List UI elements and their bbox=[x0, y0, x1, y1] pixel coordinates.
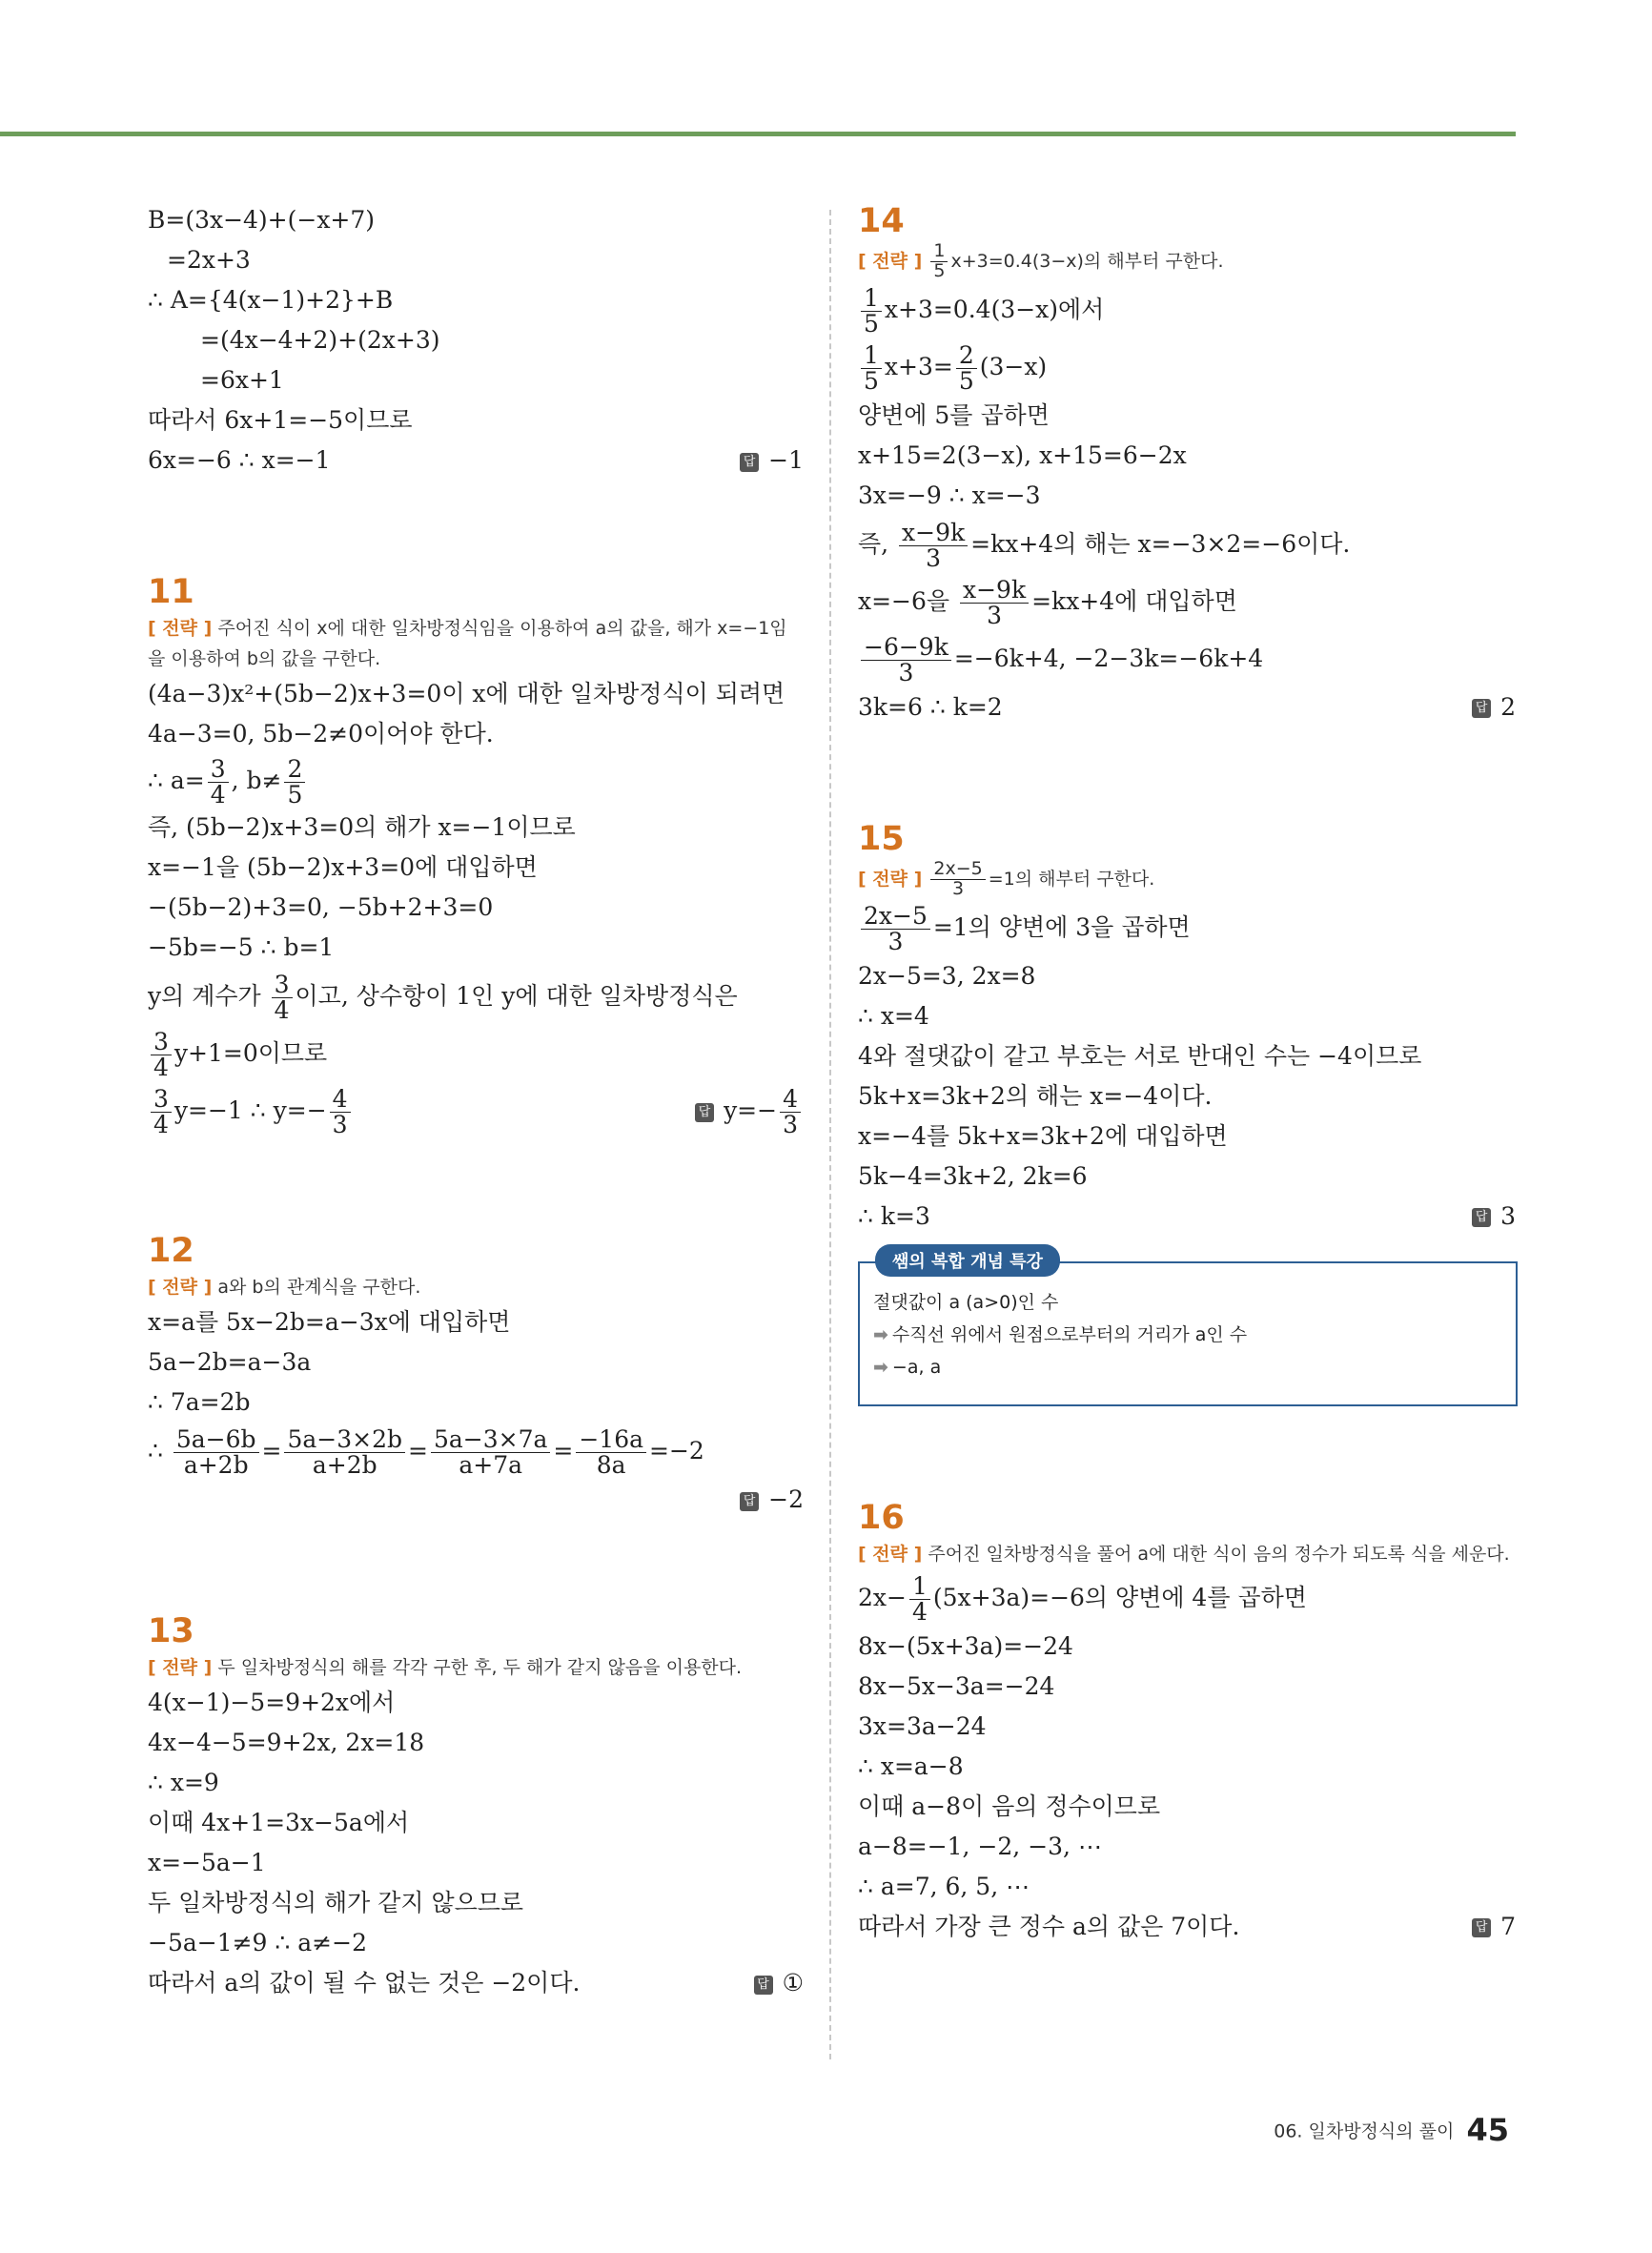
fraction bbox=[960, 575, 1029, 629]
solution-line: 4와 절댓값이 같고 부호는 서로 반대인 수는 −4이므로 bbox=[858, 1041, 1422, 1070]
solution-line: 5a−2b=a−3a bbox=[148, 1348, 312, 1377]
solution-line: 8x−5x−3a=−24 bbox=[858, 1671, 1055, 1700]
answer-icon: 답 bbox=[695, 1103, 714, 1122]
denominator: a+2b bbox=[183, 1451, 249, 1480]
answer bbox=[1472, 1197, 1516, 1237]
denominator: 3 bbox=[926, 543, 942, 572]
solution-line: ∴ a=7, 6, 5, ⋯ bbox=[858, 1872, 1030, 1900]
solution-line bbox=[148, 968, 804, 1025]
solution-line bbox=[858, 281, 1516, 338]
strategy-text: 주어진 식이 x에 대한 일차방정식임을 이용하여 a의 값을, 해가 x=−1임을 이용하여 b의 값을 구한다. bbox=[148, 618, 787, 669]
text: x=−6을 bbox=[858, 586, 957, 615]
numerator: 5a−3×2b bbox=[284, 1427, 405, 1453]
answer-icon: 답 bbox=[1472, 699, 1491, 718]
strategy-tag: [ 전략 ] bbox=[148, 1277, 213, 1299]
solution-line bbox=[858, 516, 1516, 573]
solution-line: 5k−4=3k+2, 2k=6 bbox=[858, 1161, 1088, 1190]
text: =kx+4의 해는 x=−3×2=−6이다. bbox=[970, 529, 1351, 558]
text: =−6k+4, −2−3k=−6k+4 bbox=[953, 644, 1264, 672]
fraction bbox=[930, 242, 948, 281]
numerator: 1 bbox=[861, 286, 882, 312]
denominator: 4 bbox=[911, 1597, 928, 1626]
answer-value: −1 bbox=[768, 446, 804, 474]
strategy-tag: [ 전략 ] bbox=[148, 1657, 213, 1679]
numerator: 5a−3×7a bbox=[431, 1427, 550, 1453]
numerator: x−9k bbox=[899, 521, 968, 546]
answer bbox=[740, 440, 804, 481]
denominator: 4 bbox=[153, 1111, 169, 1139]
numerator: 2 bbox=[284, 757, 305, 783]
solution-line bbox=[858, 899, 1516, 956]
solution-line: 이때 a−8이 음의 정수이므로 bbox=[858, 1792, 1161, 1820]
solution-line: ∴ x=9 bbox=[148, 1769, 219, 1797]
fraction bbox=[780, 1087, 801, 1138]
solution-line: 따라서 6x+1=−5이므로 bbox=[148, 406, 413, 434]
fraction bbox=[956, 340, 977, 395]
chapter-title: 06. 일차방정식의 풀이 bbox=[1274, 2120, 1455, 2142]
denominator: 4 bbox=[153, 1054, 169, 1082]
answer bbox=[1472, 1907, 1516, 1947]
denominator: 3 bbox=[887, 927, 904, 955]
denominator: 3 bbox=[332, 1111, 348, 1139]
strategy bbox=[148, 1652, 804, 1683]
text: x+3= bbox=[884, 352, 953, 380]
answer-line bbox=[148, 1082, 804, 1139]
solution-line: 4a−3=0, 5b−2≠0이어야 한다. bbox=[148, 720, 494, 748]
fraction bbox=[930, 857, 985, 899]
text: x+3=0.4(3−x)에서 bbox=[884, 295, 1105, 323]
denominator: 5 bbox=[864, 366, 879, 395]
strategy-text: 두 일차방정식의 해를 각각 구한 후, 두 해가 같지 않음을 이용한다. bbox=[217, 1657, 743, 1679]
fraction bbox=[151, 1030, 172, 1081]
fraction bbox=[909, 1571, 930, 1626]
column-divider bbox=[829, 210, 831, 2059]
problem-number: 15 bbox=[858, 819, 905, 858]
concept-line: 절댓값이 a (a>0)인 수 bbox=[873, 1291, 1059, 1313]
fraction bbox=[861, 340, 882, 395]
solution-line: 이때 4x+1=3x−5a에서 bbox=[148, 1809, 410, 1837]
solution-line bbox=[858, 338, 1516, 396]
fraction bbox=[899, 518, 968, 572]
solution-line: x+15=2(3−x), x+15=6−2x bbox=[858, 440, 1187, 469]
solution-line: ∴ 7a=2b bbox=[148, 1388, 251, 1417]
text: 이고, 상수항이 1인 y에 대한 일차방정식은 bbox=[295, 982, 738, 1011]
solution-line: 따라서 가장 큰 정수 a의 값은 7이다. bbox=[858, 1912, 1240, 1940]
solution-line: x=−4를 5k+x=3k+2에 대입하면 bbox=[858, 1121, 1228, 1150]
numerator: 3 bbox=[151, 1030, 172, 1055]
denominator: 3 bbox=[783, 1111, 798, 1139]
denominator: 5 bbox=[933, 259, 946, 281]
solution-line: ∴ k=3 bbox=[858, 1201, 930, 1230]
fraction bbox=[576, 1427, 646, 1479]
solution-line: −5a−1≠9 ∴ a≠−2 bbox=[148, 1929, 367, 1957]
solution-line: 5k+x=3k+2의 해는 x=−4이다. bbox=[858, 1081, 1213, 1110]
answer bbox=[695, 1082, 804, 1139]
answer-line bbox=[858, 687, 1516, 727]
numerator: 1 bbox=[930, 242, 948, 262]
solution-line: x=a를 5x−2b=a−3x에 대입하면 bbox=[148, 1308, 511, 1337]
solution-line: ∴ $\frac{5a-6b}{a+2b}$ = $\frac{5a-3\times 2b}{a+2b}$ = $\frac{5a-3\times 7a}{a+7a}$ = $\frac{-16a}{8a}$ =−2 bbox=[148, 1425, 704, 1480]
answer bbox=[754, 1963, 804, 2003]
problem-number: 16 bbox=[858, 1498, 905, 1537]
solution-line: x=−5a−1 bbox=[148, 1849, 266, 1877]
page-number: 45 bbox=[1466, 2112, 1509, 2148]
answer-icon: 답 bbox=[1472, 1918, 1491, 1937]
solution-line: 3x=−9 ∴ x=−3 bbox=[858, 481, 1041, 509]
solution-line: −5b=−5 ∴ b=1 bbox=[148, 933, 335, 962]
right-column bbox=[858, 200, 1516, 1947]
fraction bbox=[861, 632, 951, 686]
solution-line: =2x+3 bbox=[167, 246, 251, 274]
denominator: 8a bbox=[596, 1451, 626, 1480]
fraction bbox=[208, 754, 229, 809]
numerator: −6−9k bbox=[861, 635, 951, 661]
answer-line bbox=[148, 440, 804, 481]
problem-16 bbox=[858, 1497, 1516, 1947]
strategy-tag: [ 전략 ] bbox=[858, 250, 923, 272]
solution-line bbox=[148, 1082, 354, 1139]
solution-line bbox=[858, 1569, 1516, 1627]
concept-line bbox=[873, 1351, 1502, 1383]
concept-title: 쌤의 복합 개념 특강 bbox=[875, 1244, 1060, 1277]
problem-number: 14 bbox=[858, 202, 905, 240]
strategy-text: x+3=0.4(3−x)의 해부터 구한다. bbox=[950, 250, 1224, 272]
solution-line: 두 일차방정식의 해가 같지 않으므로 bbox=[148, 1889, 524, 1917]
answer-value: 7 bbox=[1500, 1912, 1516, 1940]
fraction bbox=[330, 1087, 351, 1138]
answer-value: 3 bbox=[1500, 1201, 1516, 1230]
solution-line bbox=[148, 1025, 804, 1082]
text: (5x+3a)=−6의 양변에 4를 곱하면 bbox=[932, 1583, 1307, 1611]
fraction bbox=[284, 754, 305, 809]
solution-line: B=(3x−4)+(−x+7) bbox=[148, 206, 376, 234]
strategy-text: a와 b의 관계식을 구한다. bbox=[217, 1277, 421, 1299]
numerator: 4 bbox=[780, 1087, 801, 1113]
strategy-text: 주어진 일차방정식을 풀어 a에 대한 식이 음의 정수가 되도록 식을 세운다. bbox=[928, 1543, 1510, 1565]
strategy bbox=[148, 613, 804, 674]
text: , b≠ bbox=[231, 767, 282, 794]
solution-line: x=−1을 (5b−2)x+3=0에 대입하면 bbox=[148, 853, 538, 882]
solution-line: 8x−(5x+3a)=−24 bbox=[858, 1631, 1073, 1660]
denominator: a+7a bbox=[459, 1451, 523, 1480]
solution-line: ∴ x=a−8 bbox=[858, 1751, 964, 1780]
numerator: 2x−5 bbox=[930, 860, 985, 880]
strategy-tag: [ 전략 ] bbox=[148, 618, 213, 639]
text: 수직선 위에서 원점으로부터의 거리가 a인 수 bbox=[891, 1323, 1248, 1345]
solution-line: 6x=−6 ∴ x=−1 bbox=[148, 446, 331, 474]
solution-line bbox=[858, 630, 1516, 687]
answer-line bbox=[858, 1197, 1516, 1237]
denominator: 3 bbox=[987, 601, 1002, 629]
answer-icon: 답 bbox=[1472, 1208, 1491, 1227]
numerator: 3 bbox=[272, 973, 293, 998]
text: =−2 bbox=[649, 1437, 704, 1465]
fraction bbox=[861, 283, 882, 338]
text: y=−1 ∴ y=− bbox=[173, 1096, 327, 1125]
answer-value: y=− bbox=[724, 1096, 778, 1125]
solution-line: =6x+1 bbox=[200, 366, 284, 394]
strategy-text: =1의 해부터 구한다. bbox=[988, 868, 1155, 890]
answer bbox=[1472, 687, 1516, 727]
denominator: 3 bbox=[898, 658, 914, 686]
continued-solution bbox=[148, 200, 804, 481]
numerator: 1 bbox=[909, 1574, 930, 1600]
arrow-right-icon: ➡ bbox=[873, 1356, 888, 1378]
solution-line: 3x=3a−24 bbox=[858, 1711, 987, 1740]
answer-line bbox=[858, 1907, 1516, 1947]
strategy-tag: [ 전략 ] bbox=[858, 868, 923, 890]
text: =kx+4에 대입하면 bbox=[1031, 586, 1237, 615]
problem-11 bbox=[148, 571, 804, 1139]
solution-line: 4(x−1)−5=9+2x에서 bbox=[148, 1689, 396, 1717]
problem-13 bbox=[148, 1610, 804, 2003]
solution-line: 2x−5=3, 2x=8 bbox=[858, 961, 1036, 990]
strategy bbox=[148, 1272, 804, 1302]
text: y+1=0이므로 bbox=[173, 1039, 328, 1068]
fraction bbox=[431, 1427, 550, 1479]
answer-value: −2 bbox=[768, 1485, 804, 1514]
answer-value: ① bbox=[782, 1969, 804, 1997]
page-footer bbox=[1274, 2112, 1509, 2148]
text: (3−x) bbox=[979, 352, 1048, 380]
problem-number: 12 bbox=[148, 1232, 194, 1271]
problem-15 bbox=[858, 818, 1516, 1406]
numerator: 2 bbox=[956, 343, 977, 369]
solution-line: ∴ A={4(x−1)+2}+B bbox=[148, 286, 394, 314]
answer-icon: 답 bbox=[740, 453, 759, 472]
text: 2x− bbox=[858, 1583, 907, 1611]
problem-12 bbox=[148, 1230, 804, 1520]
problem-number: 11 bbox=[148, 573, 194, 611]
left-column bbox=[148, 200, 804, 2003]
denominator: 5 bbox=[864, 309, 879, 338]
numerator: 5a−6b bbox=[173, 1427, 259, 1453]
text: −a, a bbox=[891, 1356, 942, 1378]
numerator: 4 bbox=[330, 1087, 351, 1113]
solution-line bbox=[858, 573, 1516, 630]
problem-14 bbox=[858, 200, 1516, 727]
denominator: a+2b bbox=[312, 1451, 377, 1480]
strategy bbox=[858, 242, 1516, 281]
answer-value: 2 bbox=[1500, 692, 1516, 721]
fraction bbox=[173, 1427, 259, 1479]
problem-number: 13 bbox=[148, 1612, 194, 1651]
solution-line: −(5b−2)+3=0, −5b+2+3=0 bbox=[148, 893, 494, 922]
solution-line: =(4x−4+2)+(2x+3) bbox=[200, 326, 440, 354]
strategy-tag: [ 전략 ] bbox=[858, 1543, 923, 1565]
text: =1의 양변에 3을 곱하면 bbox=[932, 912, 1191, 941]
solution-line: ∴ x=4 bbox=[858, 1001, 929, 1030]
strategy bbox=[858, 857, 1516, 899]
fraction bbox=[861, 901, 930, 955]
solution-line: (4a−3)x²+(5b−2)x+3=0이 x에 대한 일차방정식이 되려면 bbox=[148, 680, 785, 707]
denominator: 4 bbox=[274, 996, 290, 1025]
numerator: 3 bbox=[151, 1087, 172, 1113]
fraction bbox=[272, 973, 293, 1024]
solution-line: 4x−4−5=9+2x, 2x=18 bbox=[148, 1729, 425, 1757]
denominator: 3 bbox=[951, 877, 965, 899]
answer-icon: 답 bbox=[754, 1976, 773, 1995]
solution-line: 3k=6 ∴ k=2 bbox=[858, 692, 1003, 721]
answer-line bbox=[148, 1963, 804, 2003]
arrow-right-icon: ➡ bbox=[873, 1323, 888, 1345]
answer bbox=[740, 1485, 804, 1513]
solution-line: 따라서 a의 값이 될 수 없는 것은 −2이다. bbox=[148, 1969, 581, 1997]
numerator: x−9k bbox=[960, 578, 1029, 604]
solution-line: 즉, (5b−2)x+3=0의 해가 x=−1이므로 bbox=[148, 813, 576, 842]
fraction bbox=[151, 1087, 172, 1138]
answer-icon: 답 bbox=[740, 1492, 759, 1511]
concept-line bbox=[873, 1319, 1502, 1351]
fraction bbox=[284, 1427, 405, 1479]
numerator: −16a bbox=[576, 1427, 646, 1453]
top-rule bbox=[0, 132, 1516, 136]
solution-line bbox=[148, 754, 804, 808]
denominator: 5 bbox=[958, 366, 974, 395]
answer-line bbox=[148, 1480, 804, 1520]
numerator: 3 bbox=[208, 757, 229, 783]
solution-line: a−8=−1, −2, −3, ⋯ bbox=[858, 1832, 1102, 1860]
denominator: 4 bbox=[210, 781, 226, 809]
text: ∴ a= bbox=[148, 767, 205, 794]
denominator: 5 bbox=[287, 781, 303, 809]
text: 즉, bbox=[858, 529, 897, 558]
text: y의 계수가 bbox=[148, 982, 269, 1011]
concept-box bbox=[858, 1251, 1518, 1406]
solution-line: 양변에 5를 곱하면 bbox=[858, 400, 1050, 429]
numerator: 1 bbox=[861, 343, 882, 369]
numerator: 2x−5 bbox=[861, 904, 930, 930]
text: ∴ bbox=[148, 1437, 163, 1465]
strategy bbox=[858, 1539, 1516, 1569]
